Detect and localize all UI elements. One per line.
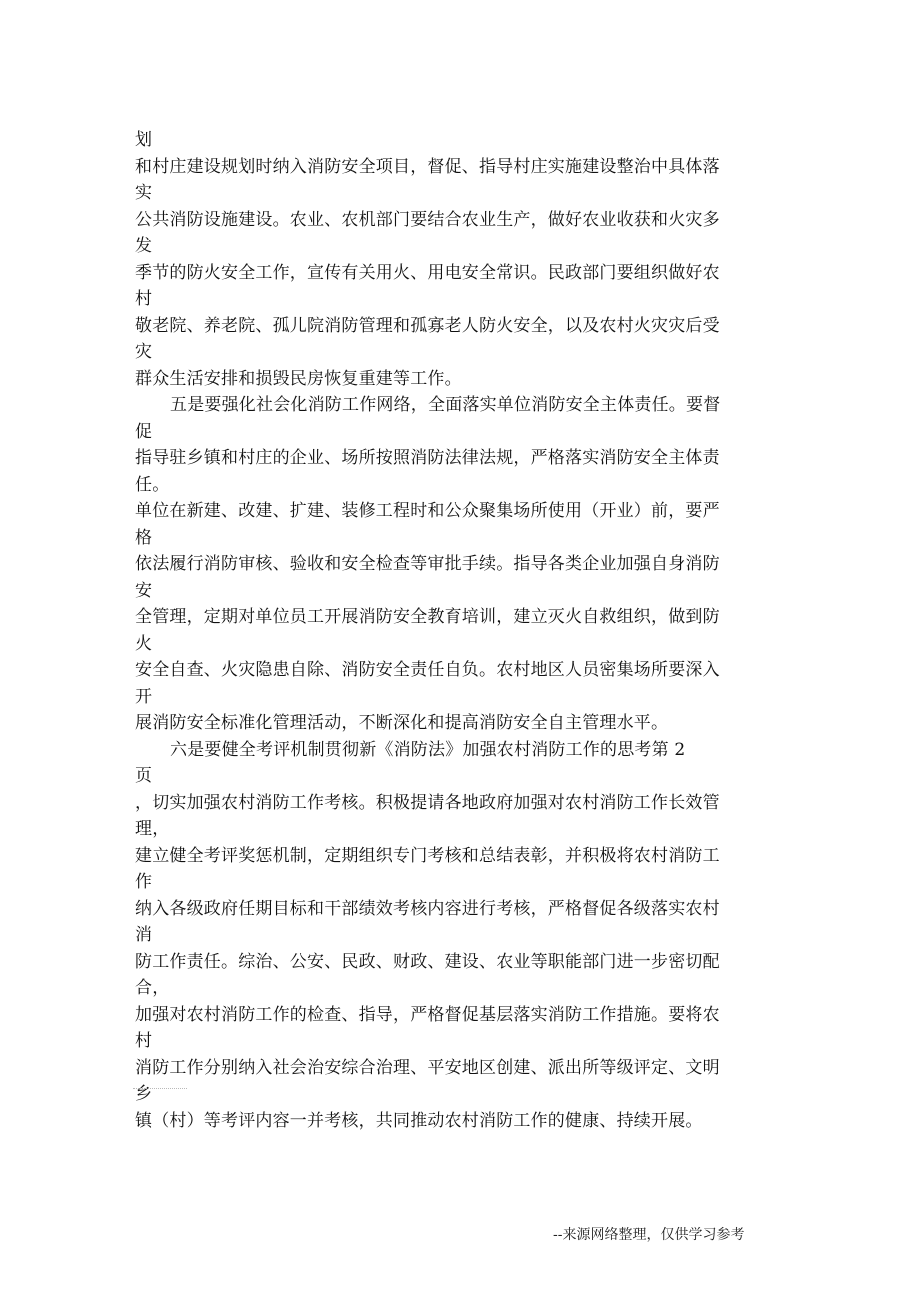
text-line: 安 [135,581,153,601]
text-line: 促 [135,422,153,442]
text-line: 安全自查、火灾隐患自除、消防安全责任自负。农村地区人员密集场所要深入 [135,660,720,680]
text-line: 页 [135,766,153,786]
text-line: 季节的防火安全工作，宣传有关用火、用电安全常识。民政部门要组织做好农 [135,263,720,283]
text-line: 灾 [135,342,153,362]
text-line: 村 [135,289,153,309]
text-line: 火 [135,634,153,654]
text-line: 纳入各级政府任期目标和干部绩效考核内容进行考核，严格督促各级落实农村 [135,899,720,919]
text-line: 理， [135,819,170,839]
text-line: 格 [135,528,153,548]
text-line: 消防工作分别纳入社会治安综合治理、平安地区创建、派出所等级评定、文明 [135,1058,720,1078]
text-line: 建立健全考评奖惩机制，定期组织专门考核和总结表彰，并积极将农村消防工 [135,846,720,866]
text-line: 开 [135,687,153,707]
text-line: 群众生活安排和损毁民房恢复重建等工作。 [135,369,462,389]
text-line: 镇（村）等考评内容一并考核，共同推动农村消防工作的健康、持续开展。 [135,1111,703,1131]
text-line: 和村庄建设规划时纳入消防安全项目，督促、指导村庄实施建设整治中具体落 [135,157,720,177]
text-line: 乡 [135,1084,153,1104]
text-line: 任。 [135,475,170,495]
text-line: 依法履行消防审核、验收和安全检查等审批手续。指导各类企业加强自身消防 [135,554,720,574]
text-line: 消 [135,925,153,945]
paragraph-start-line: 六是要健全考评机制贯彻新《消防法》加强农村消防工作的思考第 2 [170,740,686,760]
text-line: 合， [135,978,170,998]
text-line: 防工作责任。综治、公安、民政、财政、建设、农业等职能部门进一步密切配 [135,952,720,972]
text-line: 公共消防设施建设。农业、农机部门要结合农业生产，做好农业收获和火灾多 [135,210,720,230]
text-line: 指导驻乡镇和村庄的企业、场所按照消防法律法规，严格落实消防安全主体责 [135,448,720,468]
text-line: ，切实加强农村消防工作考核。积极提请各地政府加强对农村消防工作长效管 [135,793,720,813]
footer-note: --来源网络整理，仅供学习参考 [553,1227,745,1243]
text-line: 加强对农村消防工作的检查、指导，严格督促基层落实消防工作措施。要将农 [135,1005,720,1025]
paragraph-start-line: 五是要强化社会化消防工作网络，全面落实单位消防安全主体责任。要督 [170,395,721,415]
text-line: 作 [135,872,153,892]
text-line: 村 [135,1031,153,1051]
text-line: 实 [135,183,153,203]
text-line: 单位在新建、改建、扩建、装修工程时和公众聚集场所使用（开业）前，要严 [135,501,720,521]
text-line: 全管理，定期对单位员工开展消防安全教育培训，建立灭火自救组织，做到防 [135,607,720,627]
text-line: 发 [135,236,153,256]
text-line: 展消防安全标准化管理活动，不断深化和提高消防安全自主管理水平。 [135,713,669,733]
text-line: 敬老院、养老院、孤儿院消防管理和孤寡老人防火安全，以及农村火灾灾后受 [135,316,720,336]
dotted-divider [133,1088,187,1089]
text-line: 划 [135,130,153,150]
